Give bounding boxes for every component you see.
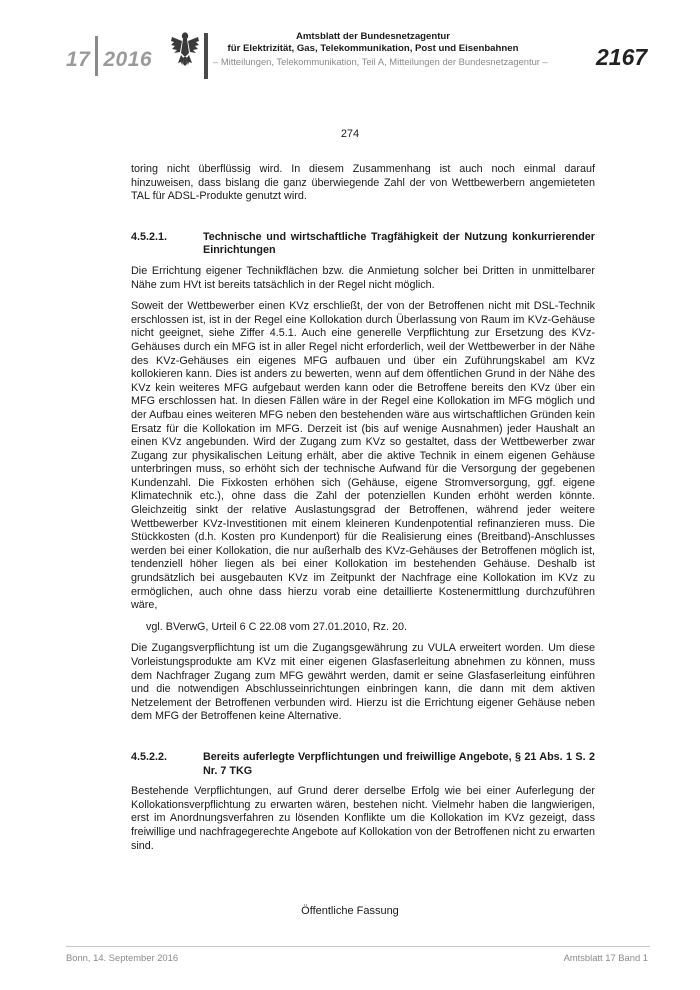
footer-date: Bonn, 14. September 2016 (66, 952, 179, 963)
section2-paragraph: Bestehende Verpflichtungen, auf Grund derer derselbe Erfolg wie bei einer Auferlegung der Kollokationsverpflichtung zu erwarten wären, bestehen nicht. Vielmehr haben die langwierigen, erst im Anordnungsverfahren zu lösenden Konflikte um die Kollokation im KVz gezeigt, dass freiwillige und nachfragegerechte Angebote auf Kollokation von der Betroffenen nicht zu erwarten sind. (131, 785, 595, 852)
publication-subtitle: – Mitteilungen, Telekommunikation, Teil A, Mitteilungen der Bundesnetzagentur – (213, 56, 548, 67)
footer-issue: Amtsblatt 17 Band 1 (563, 952, 648, 963)
section-number: 4.5.2.2. (131, 750, 168, 763)
section-number: 4.5.2.1. (131, 230, 168, 243)
issue-separator (95, 36, 98, 76)
issue-year: 2016 (103, 47, 153, 71)
publication-title (212, 31, 534, 55)
section1-paragraph: Soweit der Wettbewerber einen KVz erschließt, der von der Betroffenen nicht mit DSL-Technik erschlossen ist, ist in der Regel eine Kollokation durch Überlassung von Raum im KVz-Gehäuse nicht geeignet, siehe Ziffer 4.5.1. Auch eine generelle Verpflichtung zur Ersetzung des KVz-Gehäuses durch ein MFG ist in aller Regel nicht erforderlich, weil der Wettbewerber in der Nähe des KVz-Gehäuses ein eigenes MFG aufbauen und über ein Zuführungskabel am KVz kollokieren kann. Dies ist anders zu bewerten, wenn auf dem öffentlichen Grund in der Nähe des KVz kein weiteres MFG aufgebaut werden kann oder die Betroffene bereits den KVz über ein MFG erschlossen hat. In diesen Fällen wäre in der Regel eine Kollokation im MFG möglich und der Aufbau eines weiteren MFG neben den bestehenden wäre aus wirtschaftlichen Gründen kein Ersatz für die Kollokation im MFG. Derzeit ist (bis auf wenige Ausnahmen) jeder Haushalt an einen KVz angebunden. Wird der Zugang zum KVz so gestaltet, dass der Wettbewerber zwar Zugang zur physikalischen Leitung erhält, aber die aktive Technik in einem eigenen Gehäuse unterbringen muss, so erhöht sich der technische Aufwand für die Versorgung der gegebenen Kundenzahl. Die Fixkosten erhöhen sich (Gehäuse, eigene Stromversorgung, ggf. eigene Klimatechnik etc.), ohne dass die Zahl der potenziellen Kunden erhöht werden könnte. Gleichzeitig sinkt der relative Auslastungsgrad der Betroffenen, während jeder weitere Wettbewerber KVz-Investitionen mit einem kleineren Kundenpotential refinanzieren muss. Die Stückkosten (d.h. Kosten pro Kundenport) für die Realisierung eines (Breitband)-Anschlusses werden bei einer Kollokation, die nur außerhalb des KVz-Gehäuses der Betroffenen möglich ist, tendenziell höher liegen als bei einer Kollokation im bestehenden Gehäuse. Deshalb ist grundsätzlich bei ausgebauten KVz im Zeitpunkt der Nachfrage eine Kollokation im KVz zu ermöglichen, auch ohne dass hierzu vorab eine detaillierte Kostenermittlung durchzuführen wäre, (131, 300, 595, 612)
publication-title-line2: für Elektrizität, Gas, Telekommunikation, Post und Eisenbahnen (227, 43, 519, 54)
section1-paragraph: Die Errichtung eigener Technikflächen bzw. die Anmietung solcher bei Dritten in unmittelbarer Nähe zum HVt ist bereits tatsächlich in der Regel nicht möglich. (131, 264, 595, 291)
footer-divider (66, 946, 650, 947)
intro-paragraph: toring nicht überflüssig wird. In diesem Zusammenhang ist auch noch einmal darauf hinzuweisen, dass bislang die ganz überwiegende Zahl der von Wettbewerbern angemieteten TAL für ADSL-Produkte genutzt wird. (131, 163, 595, 203)
issue-number: 17 (66, 47, 91, 71)
section1-closing-paragraph: Die Zugangsverpflichtung ist um die Zugangsgewährung zu VULA erweitert worden. Um diese Vorleistungsprodukte am KVz mit einer eigenen Glasfaserleitung abnehmen zu können, muss dem Nachfrager Zugang zum MFG gewährt werden, damit er seine Glasfaserleitung einführen und die notwendigen Abschlusseinrichtungen einbringen kann, die dann mit dem aktiven Netzelement der Betroffenen verbunden wird. Hierzu ist die Errichtung eigener Gehäuse neben dem MFG der Betroffenen keine Alternative. (131, 642, 595, 723)
header-page-number: 2167 (596, 44, 648, 70)
section-heading-4-5-2-2 (131, 751, 595, 778)
document-body (131, 163, 595, 861)
public-version-label: Öffentliche Fassung (301, 905, 399, 917)
header-divider (204, 33, 208, 79)
court-citation: vgl. BVerwG, Urteil 6 C 22.08 vom 27.01.2010, Rz. 20. (146, 620, 408, 633)
publication-title-line1: Amtsblatt der Bundesnetzagentur (295, 31, 451, 42)
section-title: Technische und wirtschaftliche Tragfähigkeit der Nutzung konkurrierender Einrichtungen (203, 230, 595, 257)
section-heading-4-5-2-1 (131, 231, 595, 258)
document-page-number: 274 (340, 128, 360, 140)
issue-label (66, 40, 152, 80)
federal-eagle-icon (170, 29, 200, 67)
section-title: Bereits auferlegte Verpflichtungen und freiwillige Angebote, § 21 Abs. 1 S. 2 Nr. 7 TKG (203, 750, 595, 777)
